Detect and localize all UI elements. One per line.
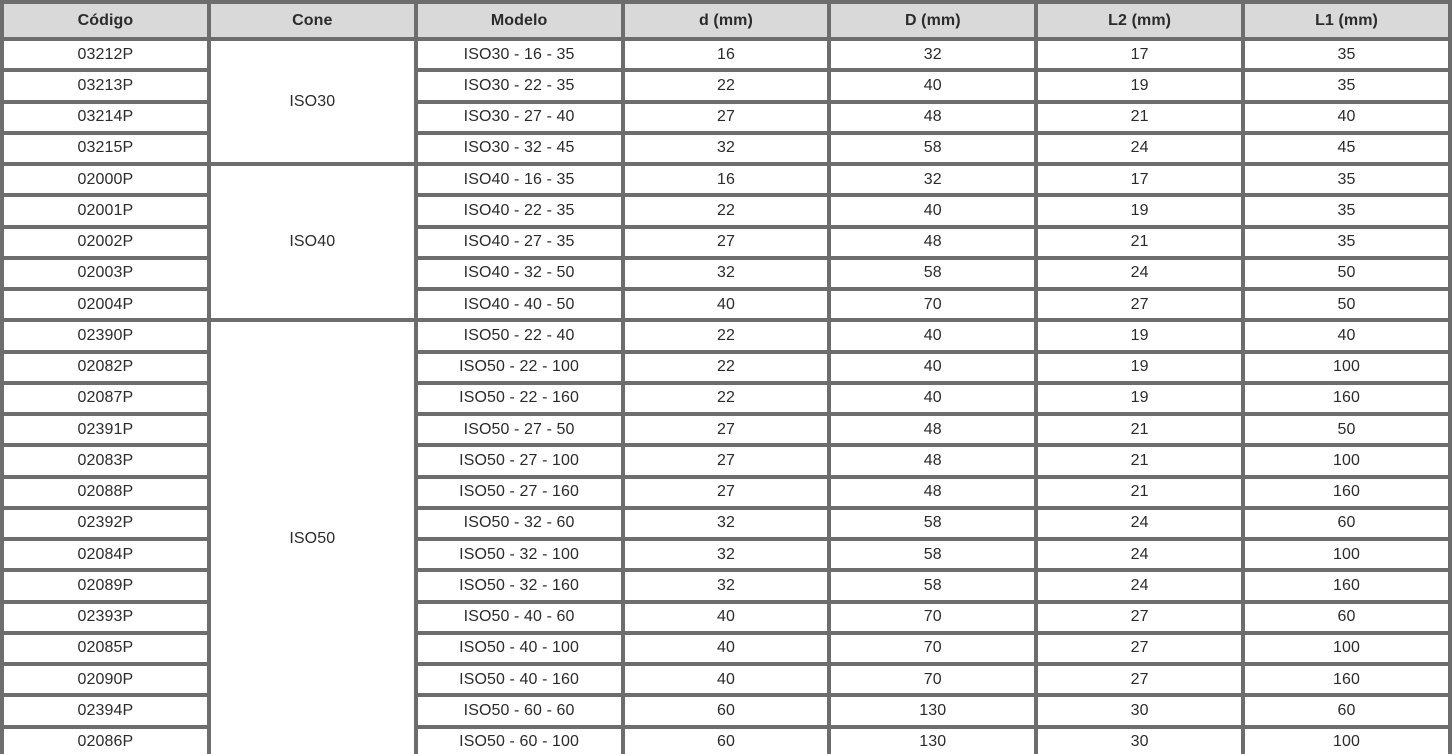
- cell-D: 130: [829, 695, 1036, 726]
- cell-l1: 35: [1243, 164, 1450, 195]
- cell-l1: 100: [1243, 352, 1450, 383]
- cell-D: 48: [829, 102, 1036, 133]
- cell-codigo: 02392P: [2, 508, 209, 539]
- table-row: [2, 164, 1450, 195]
- cell-cone: ISO30: [209, 39, 416, 164]
- cell-d: 40: [623, 602, 830, 633]
- cell-l2: 27: [1036, 289, 1243, 320]
- cell-l2: 30: [1036, 727, 1243, 754]
- cell-modelo: ISO50 - 60 - 60: [416, 695, 623, 726]
- cell-D: 40: [829, 195, 1036, 226]
- cell-codigo: 03215P: [2, 133, 209, 164]
- cell-l1: 35: [1243, 70, 1450, 101]
- cell-modelo: ISO40 - 32 - 50: [416, 258, 623, 289]
- cell-codigo: 02001P: [2, 195, 209, 226]
- cell-codigo: 02004P: [2, 289, 209, 320]
- cell-D: 70: [829, 664, 1036, 695]
- cell-l1: 60: [1243, 695, 1450, 726]
- cell-d: 32: [623, 258, 830, 289]
- cell-l1: 160: [1243, 477, 1450, 508]
- cell-l2: 24: [1036, 508, 1243, 539]
- cell-l1: 60: [1243, 602, 1450, 633]
- cell-modelo: ISO30 - 27 - 40: [416, 102, 623, 133]
- cell-d: 22: [623, 383, 830, 414]
- cell-d: 16: [623, 164, 830, 195]
- cell-D: 40: [829, 320, 1036, 351]
- cell-D: 70: [829, 289, 1036, 320]
- cell-d: 60: [623, 727, 830, 754]
- cell-D: 48: [829, 227, 1036, 258]
- cell-l2: 21: [1036, 477, 1243, 508]
- cell-l2: 30: [1036, 695, 1243, 726]
- cell-modelo: ISO50 - 27 - 160: [416, 477, 623, 508]
- table-header: [2, 2, 1450, 39]
- cell-modelo: ISO50 - 27 - 50: [416, 414, 623, 445]
- cell-codigo: 02088P: [2, 477, 209, 508]
- cell-d: 27: [623, 477, 830, 508]
- cell-modelo: ISO50 - 32 - 160: [416, 570, 623, 601]
- cell-l2: 24: [1036, 258, 1243, 289]
- cell-l2: 19: [1036, 383, 1243, 414]
- cell-codigo: 02393P: [2, 602, 209, 633]
- cell-codigo: 02086P: [2, 727, 209, 754]
- cell-d: 27: [623, 445, 830, 476]
- cell-D: 58: [829, 133, 1036, 164]
- cell-D: 58: [829, 570, 1036, 601]
- cell-d: 22: [623, 320, 830, 351]
- cell-D: 58: [829, 539, 1036, 570]
- cell-l1: 160: [1243, 570, 1450, 601]
- cell-D: 48: [829, 414, 1036, 445]
- cell-d: 22: [623, 352, 830, 383]
- cell-modelo: ISO50 - 40 - 60: [416, 602, 623, 633]
- column-header-l2: L2 (mm): [1036, 2, 1243, 39]
- cell-l1: 60: [1243, 508, 1450, 539]
- cell-l2: 19: [1036, 195, 1243, 226]
- cell-D: 130: [829, 727, 1036, 754]
- cell-modelo: ISO50 - 22 - 160: [416, 383, 623, 414]
- cell-D: 40: [829, 70, 1036, 101]
- cell-l1: 35: [1243, 195, 1450, 226]
- header-row: [2, 2, 1450, 39]
- cell-l2: 24: [1036, 133, 1243, 164]
- cell-l1: 50: [1243, 289, 1450, 320]
- cell-modelo: ISO50 - 22 - 40: [416, 320, 623, 351]
- cell-d: 16: [623, 39, 830, 70]
- cell-d: 32: [623, 508, 830, 539]
- cell-l1: 40: [1243, 320, 1450, 351]
- cell-D: 48: [829, 445, 1036, 476]
- cell-modelo: ISO30 - 22 - 35: [416, 70, 623, 101]
- cell-l1: 100: [1243, 633, 1450, 664]
- cell-l1: 45: [1243, 133, 1450, 164]
- cell-codigo: 02089P: [2, 570, 209, 601]
- cell-l1: 40: [1243, 102, 1450, 133]
- cell-codigo: 03213P: [2, 70, 209, 101]
- cell-cone: ISO40: [209, 164, 416, 320]
- cell-l2: 19: [1036, 352, 1243, 383]
- cell-codigo: 02000P: [2, 164, 209, 195]
- cell-l2: 19: [1036, 70, 1243, 101]
- cell-codigo: 02083P: [2, 445, 209, 476]
- column-header-l1: L1 (mm): [1243, 2, 1450, 39]
- cell-l1: 100: [1243, 727, 1450, 754]
- cell-codigo: 03214P: [2, 102, 209, 133]
- cell-D: 58: [829, 258, 1036, 289]
- cell-codigo: 02085P: [2, 633, 209, 664]
- table-row: [2, 320, 1450, 351]
- cell-d: 27: [623, 227, 830, 258]
- cell-D: 48: [829, 477, 1036, 508]
- cell-l2: 17: [1036, 164, 1243, 195]
- cell-codigo: 02082P: [2, 352, 209, 383]
- cell-codigo: 02390P: [2, 320, 209, 351]
- cell-d: 22: [623, 70, 830, 101]
- cell-modelo: ISO50 - 32 - 60: [416, 508, 623, 539]
- cell-D: 40: [829, 383, 1036, 414]
- cell-codigo: 02087P: [2, 383, 209, 414]
- cell-codigo: 02394P: [2, 695, 209, 726]
- cell-modelo: ISO40 - 27 - 35: [416, 227, 623, 258]
- cell-l2: 24: [1036, 539, 1243, 570]
- cell-l2: 27: [1036, 633, 1243, 664]
- cell-l2: 24: [1036, 570, 1243, 601]
- cell-d: 60: [623, 695, 830, 726]
- cell-modelo: ISO50 - 22 - 100: [416, 352, 623, 383]
- cell-codigo: 02391P: [2, 414, 209, 445]
- cell-d: 22: [623, 195, 830, 226]
- cell-d: 32: [623, 570, 830, 601]
- cell-l2: 19: [1036, 320, 1243, 351]
- cell-d: 27: [623, 414, 830, 445]
- cell-codigo: 02002P: [2, 227, 209, 258]
- cell-codigo: 02084P: [2, 539, 209, 570]
- cell-l1: 50: [1243, 414, 1450, 445]
- cell-l1: 160: [1243, 664, 1450, 695]
- cell-d: 27: [623, 102, 830, 133]
- cell-modelo: ISO50 - 27 - 100: [416, 445, 623, 476]
- cell-d: 40: [623, 633, 830, 664]
- cell-codigo: 02003P: [2, 258, 209, 289]
- cell-l2: 17: [1036, 39, 1243, 70]
- cell-D: 32: [829, 164, 1036, 195]
- cell-modelo: ISO30 - 16 - 35: [416, 39, 623, 70]
- cell-modelo: ISO40 - 40 - 50: [416, 289, 623, 320]
- cell-D: 70: [829, 602, 1036, 633]
- cell-D: 40: [829, 352, 1036, 383]
- table-body: [2, 39, 1450, 754]
- cell-modelo: ISO50 - 40 - 160: [416, 664, 623, 695]
- cell-l2: 21: [1036, 102, 1243, 133]
- column-header-D: D (mm): [829, 2, 1036, 39]
- cell-D: 58: [829, 508, 1036, 539]
- cell-l1: 35: [1243, 227, 1450, 258]
- column-header-modelo: Modelo: [416, 2, 623, 39]
- cell-l2: 27: [1036, 664, 1243, 695]
- cell-l2: 21: [1036, 414, 1243, 445]
- cell-l1: 160: [1243, 383, 1450, 414]
- cell-d: 32: [623, 539, 830, 570]
- cell-modelo: ISO50 - 60 - 100: [416, 727, 623, 754]
- table-row: [2, 39, 1450, 70]
- column-header-d: d (mm): [623, 2, 830, 39]
- cell-l1: 100: [1243, 445, 1450, 476]
- cell-l2: 21: [1036, 445, 1243, 476]
- cell-d: 40: [623, 664, 830, 695]
- cell-modelo: ISO40 - 16 - 35: [416, 164, 623, 195]
- cell-modelo: ISO50 - 32 - 100: [416, 539, 623, 570]
- cell-l2: 27: [1036, 602, 1243, 633]
- cell-codigo: 02090P: [2, 664, 209, 695]
- cell-l1: 35: [1243, 39, 1450, 70]
- cell-d: 32: [623, 133, 830, 164]
- cell-l1: 50: [1243, 258, 1450, 289]
- cell-codigo: 03212P: [2, 39, 209, 70]
- cell-D: 70: [829, 633, 1036, 664]
- cell-D: 32: [829, 39, 1036, 70]
- cell-d: 40: [623, 289, 830, 320]
- column-header-cone: Cone: [209, 2, 416, 39]
- cell-l1: 100: [1243, 539, 1450, 570]
- cell-cone: ISO50: [209, 320, 416, 754]
- cell-modelo: ISO50 - 40 - 100: [416, 633, 623, 664]
- column-header-codigo: Código: [2, 2, 209, 39]
- cell-modelo: ISO40 - 22 - 35: [416, 195, 623, 226]
- cell-modelo: ISO30 - 32 - 45: [416, 133, 623, 164]
- cell-l2: 21: [1036, 227, 1243, 258]
